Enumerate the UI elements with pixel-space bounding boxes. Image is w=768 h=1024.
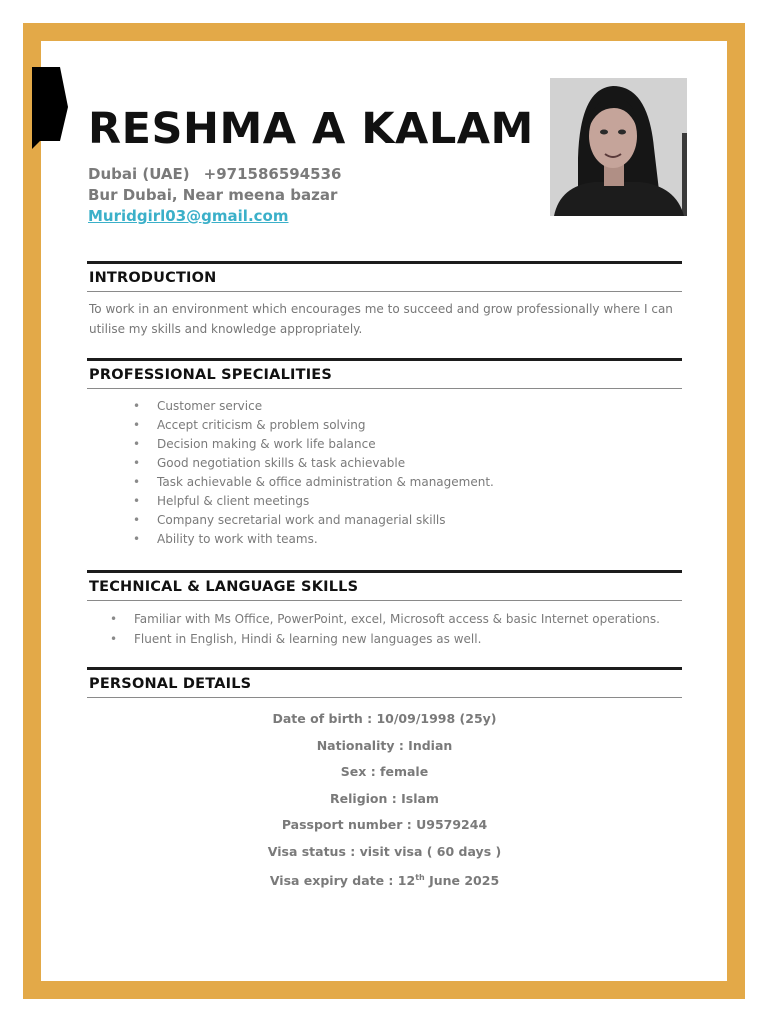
list-item: • Familiar with Ms Office, PowerPoint, excel, Microsoft access & basic Internet operations. <box>87 609 682 629</box>
section-title: INTRODUCTION <box>89 270 217 286</box>
technical-skills-list <box>87 601 682 649</box>
list-item: • Task achievable & office administration & management. <box>87 473 682 492</box>
list-item: • Customer service <box>87 397 682 416</box>
candidate-name: RESHMA A KALAM <box>88 104 534 154</box>
date-of-birth: Date of birth : 10/09/1998 (25y) <box>272 711 497 726</box>
profile-photo-icon <box>550 78 687 216</box>
section-header <box>87 358 682 389</box>
sex: Sex : female <box>340 764 429 779</box>
list-item: • Ability to work with teams. <box>87 530 682 549</box>
bookmark-tab-icon <box>32 67 68 149</box>
specialities-list <box>87 389 682 549</box>
nationality: Nationality : Indian <box>316 737 453 753</box>
phone-number: +971586594536 <box>203 165 342 183</box>
list-item: • Decision making & work life balance <box>87 435 682 454</box>
list-item: • Fluent in English, Hindi & learning new languages as well. <box>87 629 682 649</box>
intro-line: utilise my skills and knowledge appropriately. <box>89 322 363 336</box>
section-introduction <box>87 261 682 339</box>
visa-expiry-ordinal: th <box>415 873 425 882</box>
visa-expiry-suffix: June 2025 <box>424 873 500 889</box>
section-personal-details <box>87 667 682 895</box>
section-title: PERSONAL DETAILS <box>89 676 252 692</box>
section-header <box>87 570 682 601</box>
list-item: • Company secretarial work and managerial skills <box>87 511 682 530</box>
section-title: PROFESSIONAL SPECIALITIES <box>89 367 333 383</box>
section-technical-skills <box>87 570 682 649</box>
section-specialities <box>87 358 682 549</box>
section-title: TECHNICAL & LANGUAGE SKILLS <box>89 579 359 595</box>
visa-expiry-date <box>87 865 682 895</box>
passport-number: Passport number : U9579244 <box>281 817 488 832</box>
section-header <box>87 261 682 292</box>
religion: Religion : Islam <box>330 790 439 806</box>
section-header <box>87 667 682 698</box>
visa-expiry-prefix: Visa expiry date : 12 <box>269 873 416 889</box>
contact-line-location <box>88 165 341 183</box>
email-link[interactable]: Muridgirl03@gmail.com <box>88 207 289 225</box>
intro-line: To work in an environment which encourages me to succeed and grow professionally where I can <box>89 302 673 316</box>
profile-photo <box>550 78 687 216</box>
contact-line-email <box>88 207 288 225</box>
visa-status: Visa status : visit visa ( 60 days ) <box>267 843 502 859</box>
list-item: • Good negotiation skills & task achievable <box>87 454 682 473</box>
city: Dubai (UAE) <box>88 165 190 183</box>
list-item: • Accept criticism & problem solving <box>87 416 682 435</box>
list-item: • Helpful & client meetings <box>87 492 682 511</box>
introduction-text <box>87 292 682 339</box>
personal-details-list <box>87 698 682 895</box>
address: Bur Dubai, Near meena bazar <box>88 186 338 204</box>
